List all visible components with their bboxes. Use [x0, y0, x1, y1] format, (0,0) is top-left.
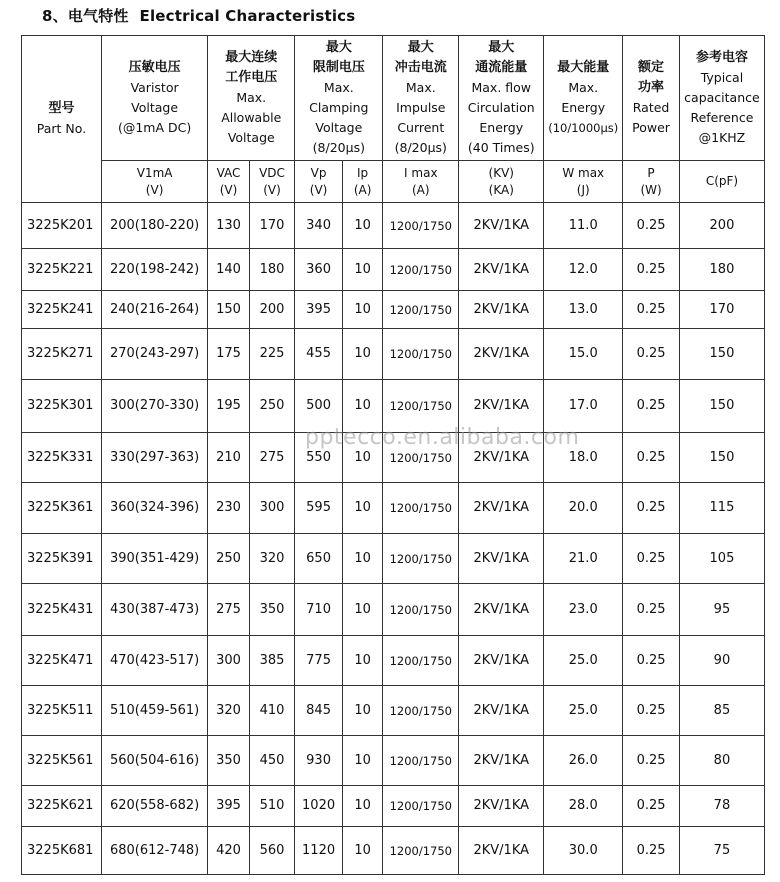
cell-flow-energy: 2KV/1KA: [459, 736, 544, 786]
cell-vac: 230: [208, 483, 250, 534]
cell-part-no: 3225K301: [22, 380, 102, 433]
cell-vdc: 180: [249, 249, 295, 291]
cell-power: 0.25: [623, 291, 680, 329]
cell-vdc: 560: [249, 827, 295, 875]
cell-ip: 10: [342, 636, 382, 686]
cell-capacitance: 85: [679, 686, 764, 736]
cell-vp: 930: [295, 736, 343, 786]
cell-vdc: 250: [249, 380, 295, 433]
cell-vac: 275: [208, 584, 250, 636]
table-row: [22, 736, 765, 786]
cell-ip: 10: [342, 686, 382, 736]
header-part-no: 型号 Part No.: [22, 36, 102, 203]
cell-capacitance: 90: [679, 636, 764, 686]
title-en: Electrical Characteristics: [139, 7, 356, 25]
header-clamping-voltage: 最大 限制电压 Max. Clamping Voltage (8/20μs): [295, 36, 383, 161]
cell-part-no: 3225K511: [22, 686, 102, 736]
cell-ip: 10: [342, 433, 382, 483]
cell-energy: 17.0: [544, 380, 623, 433]
header-row: [22, 36, 765, 161]
cell-capacitance: 80: [679, 736, 764, 786]
cell-power: 0.25: [623, 329, 680, 380]
cell-vac: 175: [208, 329, 250, 380]
cell-energy: 30.0: [544, 827, 623, 875]
table-row: [22, 636, 765, 686]
cell-power: 0.25: [623, 686, 680, 736]
cell-vac: 130: [208, 203, 250, 249]
cell-vp: 340: [295, 203, 343, 249]
cell-capacitance: 105: [679, 534, 764, 584]
cell-vdc: 385: [249, 636, 295, 686]
cell-part-no: 3225K271: [22, 329, 102, 380]
cell-imax: 1200/1750: [383, 433, 459, 483]
cell-varistor-voltage: 430(387-473): [101, 584, 207, 636]
cell-ip: 10: [342, 534, 382, 584]
cell-imax: 1200/1750: [383, 736, 459, 786]
watermark: pptecco.en.alibaba.com: [305, 425, 580, 450]
cell-vp: 500: [295, 380, 343, 433]
cell-ip: 10: [342, 291, 382, 329]
header-rated-power: 额定 功率 Rated Power: [623, 36, 680, 161]
cell-varistor-voltage: 200(180-220): [101, 203, 207, 249]
cell-vp: 650: [295, 534, 343, 584]
cell-flow-energy: 2KV/1KA: [459, 827, 544, 875]
cell-vp: 455: [295, 329, 343, 380]
cell-vp: 1020: [295, 786, 343, 827]
cell-power: 0.25: [623, 736, 680, 786]
cell-flow-energy: 2KV/1KA: [459, 534, 544, 584]
cell-vp: 550: [295, 433, 343, 483]
cell-energy: 28.0: [544, 786, 623, 827]
cell-vac: 420: [208, 827, 250, 875]
table-row: [22, 786, 765, 827]
cell-vac: 150: [208, 291, 250, 329]
header-allowable-voltage: 最大连续 工作电压 Max. Allowable Voltage: [208, 36, 295, 161]
header-flow-energy: 最大 通流能量 Max. flow Circulation Energy (40 Times): [459, 36, 544, 161]
cell-vdc: 350: [249, 584, 295, 636]
cell-ip: 10: [342, 249, 382, 291]
cell-ip: 10: [342, 827, 382, 875]
cell-power: 0.25: [623, 380, 680, 433]
cell-capacitance: 75: [679, 827, 764, 875]
cell-varistor-voltage: 240(216-264): [101, 291, 207, 329]
table-row: [22, 249, 765, 291]
cell-vdc: 225: [249, 329, 295, 380]
header-varistor-voltage: 压敏电压 Varistor Voltage (@1mA DC): [101, 36, 207, 161]
cell-vp: 710: [295, 584, 343, 636]
cell-varistor-voltage: 470(423-517): [101, 636, 207, 686]
cell-capacitance: 150: [679, 329, 764, 380]
cell-power: 0.25: [623, 203, 680, 249]
cell-vp: 1120: [295, 827, 343, 875]
cell-imax: 1200/1750: [383, 534, 459, 584]
cell-varistor-voltage: 510(459-561): [101, 686, 207, 736]
table-row: [22, 291, 765, 329]
cell-energy: 25.0: [544, 636, 623, 686]
cell-capacitance: 115: [679, 483, 764, 534]
table-row: [22, 584, 765, 636]
unit-vdc: VDC (V): [249, 161, 295, 203]
cell-part-no: 3225K391: [22, 534, 102, 584]
cell-varistor-voltage: 560(504-616): [101, 736, 207, 786]
cell-flow-energy: 2KV/1KA: [459, 686, 544, 736]
cell-vdc: 275: [249, 433, 295, 483]
cell-vp: 395: [295, 291, 343, 329]
units-row: [22, 161, 765, 203]
cell-varistor-voltage: 360(324-396): [101, 483, 207, 534]
cell-capacitance: 170: [679, 291, 764, 329]
cell-flow-energy: 2KV/1KA: [459, 584, 544, 636]
cell-part-no: 3225K361: [22, 483, 102, 534]
unit-imax: I max (A): [383, 161, 459, 203]
table-row: [22, 686, 765, 736]
unit-c: C(pF): [679, 161, 764, 203]
cell-vdc: 450: [249, 736, 295, 786]
cell-capacitance: 150: [679, 380, 764, 433]
cell-flow-energy: 2KV/1KA: [459, 433, 544, 483]
cell-capacitance: 150: [679, 433, 764, 483]
cell-vdc: 170: [249, 203, 295, 249]
cell-power: 0.25: [623, 786, 680, 827]
cell-imax: 1200/1750: [383, 249, 459, 291]
cell-imax: 1200/1750: [383, 827, 459, 875]
cell-capacitance: 180: [679, 249, 764, 291]
header-max-energy: 最大能量 Max. Energy (10/1000μs): [544, 36, 623, 161]
cell-vdc: 300: [249, 483, 295, 534]
unit-kv: (KV) (KA): [459, 161, 544, 203]
cell-varistor-voltage: 300(270-330): [101, 380, 207, 433]
cell-part-no: 3225K241: [22, 291, 102, 329]
cell-ip: 10: [342, 203, 382, 249]
cell-flow-energy: 2KV/1KA: [459, 636, 544, 686]
cell-ip: 10: [342, 786, 382, 827]
cell-varistor-voltage: 620(558-682): [101, 786, 207, 827]
cell-vdc: 510: [249, 786, 295, 827]
cell-vac: 250: [208, 534, 250, 584]
cell-vac: 320: [208, 686, 250, 736]
cell-part-no: 3225K561: [22, 736, 102, 786]
cell-part-no: 3225K621: [22, 786, 102, 827]
unit-p: P (W): [623, 161, 680, 203]
cell-flow-energy: 2KV/1KA: [459, 483, 544, 534]
page-title: [42, 5, 355, 26]
cell-vdc: 320: [249, 534, 295, 584]
cell-energy: 15.0: [544, 329, 623, 380]
cell-vac: 350: [208, 736, 250, 786]
cell-power: 0.25: [623, 827, 680, 875]
header-capacitance: 参考电容 Typical capacitance Reference @1KHZ: [679, 36, 764, 161]
cell-imax: 1200/1750: [383, 786, 459, 827]
table-row: [22, 483, 765, 534]
cell-ip: 10: [342, 380, 382, 433]
cell-vp: 360: [295, 249, 343, 291]
cell-vac: 210: [208, 433, 250, 483]
table-row: [22, 329, 765, 380]
cell-part-no: 3225K471: [22, 636, 102, 686]
cell-varistor-voltage: 270(243-297): [101, 329, 207, 380]
cell-ip: 10: [342, 483, 382, 534]
cell-energy: 20.0: [544, 483, 623, 534]
cell-flow-energy: 2KV/1KA: [459, 203, 544, 249]
cell-vp: 845: [295, 686, 343, 736]
cell-imax: 1200/1750: [383, 636, 459, 686]
unit-vp: Vp (V): [295, 161, 343, 203]
title-cn: 8、电气特性: [42, 7, 129, 25]
cell-power: 0.25: [623, 483, 680, 534]
cell-part-no: 3225K331: [22, 433, 102, 483]
cell-energy: 11.0: [544, 203, 623, 249]
table-row: [22, 203, 765, 249]
cell-imax: 1200/1750: [383, 329, 459, 380]
cell-flow-energy: 2KV/1KA: [459, 249, 544, 291]
cell-flow-energy: 2KV/1KA: [459, 380, 544, 433]
cell-power: 0.25: [623, 636, 680, 686]
cell-imax: 1200/1750: [383, 686, 459, 736]
cell-capacitance: 200: [679, 203, 764, 249]
cell-vdc: 200: [249, 291, 295, 329]
cell-flow-energy: 2KV/1KA: [459, 329, 544, 380]
cell-energy: 18.0: [544, 433, 623, 483]
cell-power: 0.25: [623, 433, 680, 483]
cell-flow-energy: 2KV/1KA: [459, 786, 544, 827]
cell-vac: 195: [208, 380, 250, 433]
cell-energy: 23.0: [544, 584, 623, 636]
cell-varistor-voltage: 330(297-363): [101, 433, 207, 483]
cell-power: 0.25: [623, 249, 680, 291]
cell-ip: 10: [342, 329, 382, 380]
cell-imax: 1200/1750: [383, 203, 459, 249]
cell-ip: 10: [342, 736, 382, 786]
cell-imax: 1200/1750: [383, 584, 459, 636]
cell-part-no: 3225K201: [22, 203, 102, 249]
unit-wmax: W max (J): [544, 161, 623, 203]
cell-varistor-voltage: 680(612-748): [101, 827, 207, 875]
cell-capacitance: 95: [679, 584, 764, 636]
cell-varistor-voltage: 220(198-242): [101, 249, 207, 291]
cell-part-no: 3225K431: [22, 584, 102, 636]
unit-ip: Ip (A): [342, 161, 382, 203]
cell-varistor-voltage: 390(351-429): [101, 534, 207, 584]
cell-part-no: 3225K221: [22, 249, 102, 291]
cell-imax: 1200/1750: [383, 291, 459, 329]
cell-vac: 300: [208, 636, 250, 686]
table-row: [22, 534, 765, 584]
cell-flow-energy: 2KV/1KA: [459, 291, 544, 329]
cell-energy: 25.0: [544, 686, 623, 736]
electrical-characteristics-table: [21, 35, 765, 875]
cell-imax: 1200/1750: [383, 483, 459, 534]
table-row: [22, 827, 765, 875]
cell-energy: 26.0: [544, 736, 623, 786]
cell-vac: 140: [208, 249, 250, 291]
cell-energy: 12.0: [544, 249, 623, 291]
cell-vdc: 410: [249, 686, 295, 736]
cell-power: 0.25: [623, 534, 680, 584]
cell-energy: 21.0: [544, 534, 623, 584]
cell-ip: 10: [342, 584, 382, 636]
unit-vac: VAC (V): [208, 161, 250, 203]
unit-v1ma: V1mA (V): [101, 161, 207, 203]
cell-imax: 1200/1750: [383, 380, 459, 433]
cell-capacitance: 78: [679, 786, 764, 827]
cell-vp: 775: [295, 636, 343, 686]
cell-vac: 395: [208, 786, 250, 827]
cell-energy: 13.0: [544, 291, 623, 329]
header-impulse-current: 最大 冲击电流 Max. Impulse Current (8/20μs): [383, 36, 459, 161]
cell-vp: 595: [295, 483, 343, 534]
cell-power: 0.25: [623, 584, 680, 636]
cell-part-no: 3225K681: [22, 827, 102, 875]
table-body: [22, 203, 765, 875]
